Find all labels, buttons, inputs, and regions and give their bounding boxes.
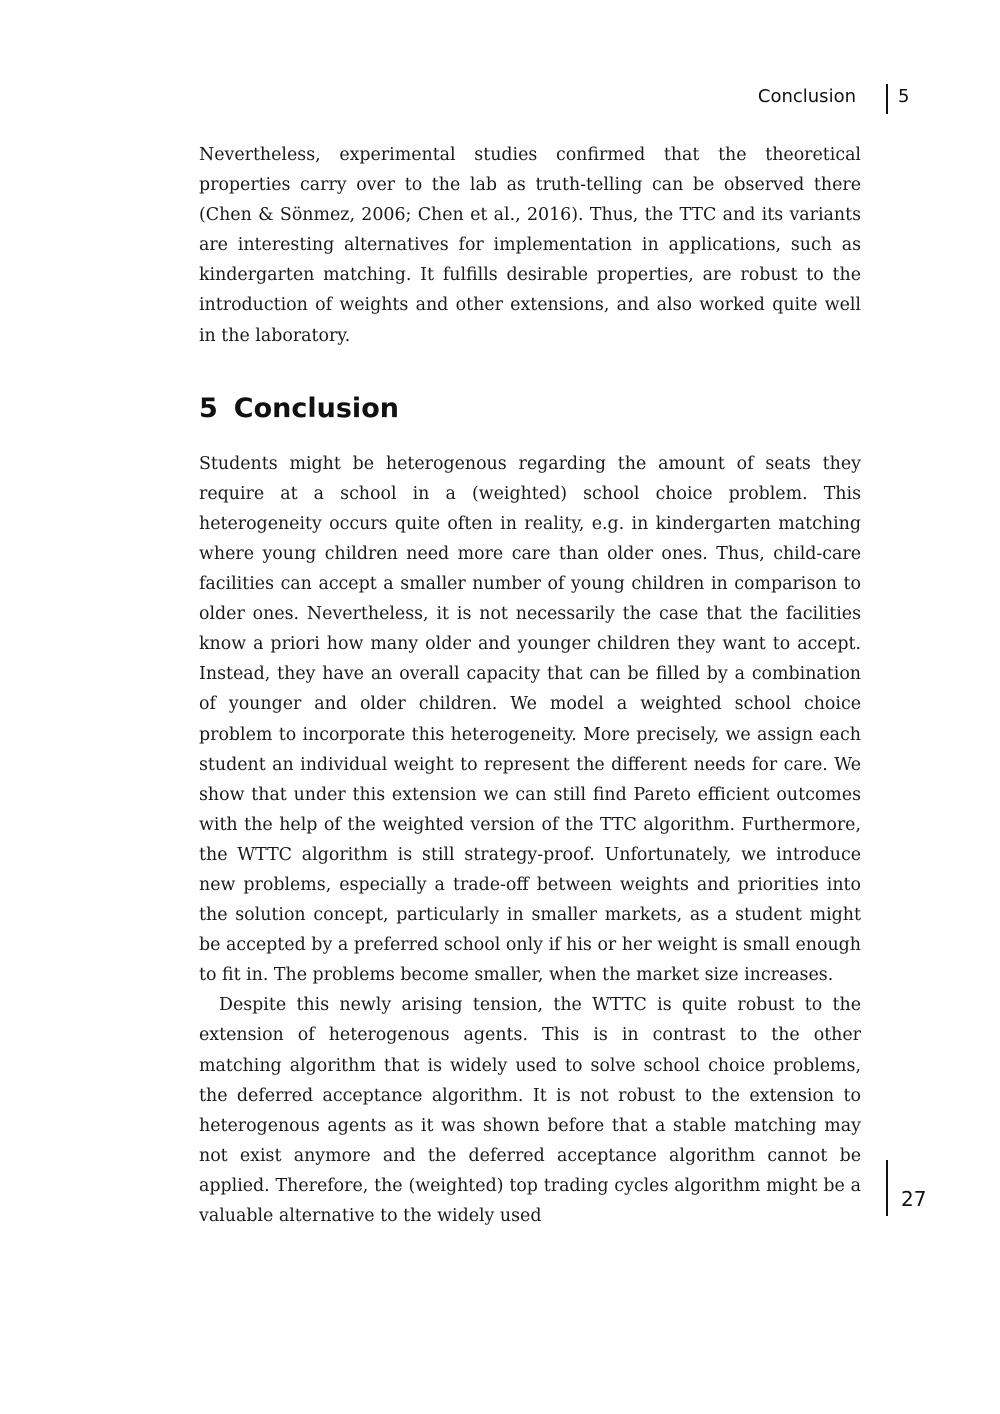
running-header	[0, 84, 1000, 116]
intro-paragraph: Nevertheless, experimental studies confirmed that the theoretical properties carry over to the lab as truth-telling can be observed there (Chen & Sönmez, 2006; Chen et al., 2016). Thus, the TTC and its variants are interesting alternatives for implementation in applications, such as kindergarten matching. It fulfills desirable properties, are robust to the introduction of weights and other extensions, and also worked quite well in the laboratory.	[199, 145, 861, 346]
section-heading	[199, 391, 861, 427]
conclusion-paragraph-2: Despite this newly arising tension, the WTTC is quite robust to the extension of heterogenous agents. This is in contrast to the other matching algorithm that is widely used to solve school choice problems, the deferred acceptance algorithm. It is not robust to the extension to heterogenous agents as it was shown before that a stable matching may not exist anymore and the deferred acceptance algorithm cannot be applied. Therefore, the (weighted) top trading cycles algorithm might be a valuable alternative to the widely used	[199, 995, 861, 1226]
conclusion-paragraph-1: Students might be heterogenous regarding the amount of seats they require at a school in a (weighted) school choice problem. This heterogeneity occurs quite often in reality, e.g. in kindergarten matching where young children need more care than older ones. Thus, child-care facilities can accept a smaller number of young children in comparison to older ones. Nevertheless, it is not necessarily the case that the facilities know a priori how many older and younger children they want to accept. Instead, they have an overall capacity that can be filled by a combination of younger and older children. We model a weighted school choice problem to incorporate this heterogeneity. More precisely, we assign each student an individual weight to represent the different needs for care. We show that under this extension we can still find Pareto efficient outcomes with the help of the weighted version of the TTC algorithm. Furthermore, the WTTC algorithm is still strategy-proof. Unfortunately, we introduce new problems, especially a trade-off between weights and priorities into the solution concept, particularly in smaller markets, as a student might be accepted by a preferred school only if his or her weight is small enough to fit in. The problems become smaller, when the market size increases.	[199, 453, 861, 986]
running-header-chapter-number: 5	[898, 86, 910, 107]
header-divider	[886, 84, 888, 114]
section-number: 5	[199, 392, 218, 424]
page-number: 27	[901, 1187, 927, 1211]
section-title: Conclusion	[233, 392, 399, 424]
footer-divider	[886, 1160, 888, 1216]
running-header-title: Conclusion	[757, 86, 856, 107]
page-body	[199, 140, 861, 1231]
page-footer	[0, 1160, 1000, 1220]
